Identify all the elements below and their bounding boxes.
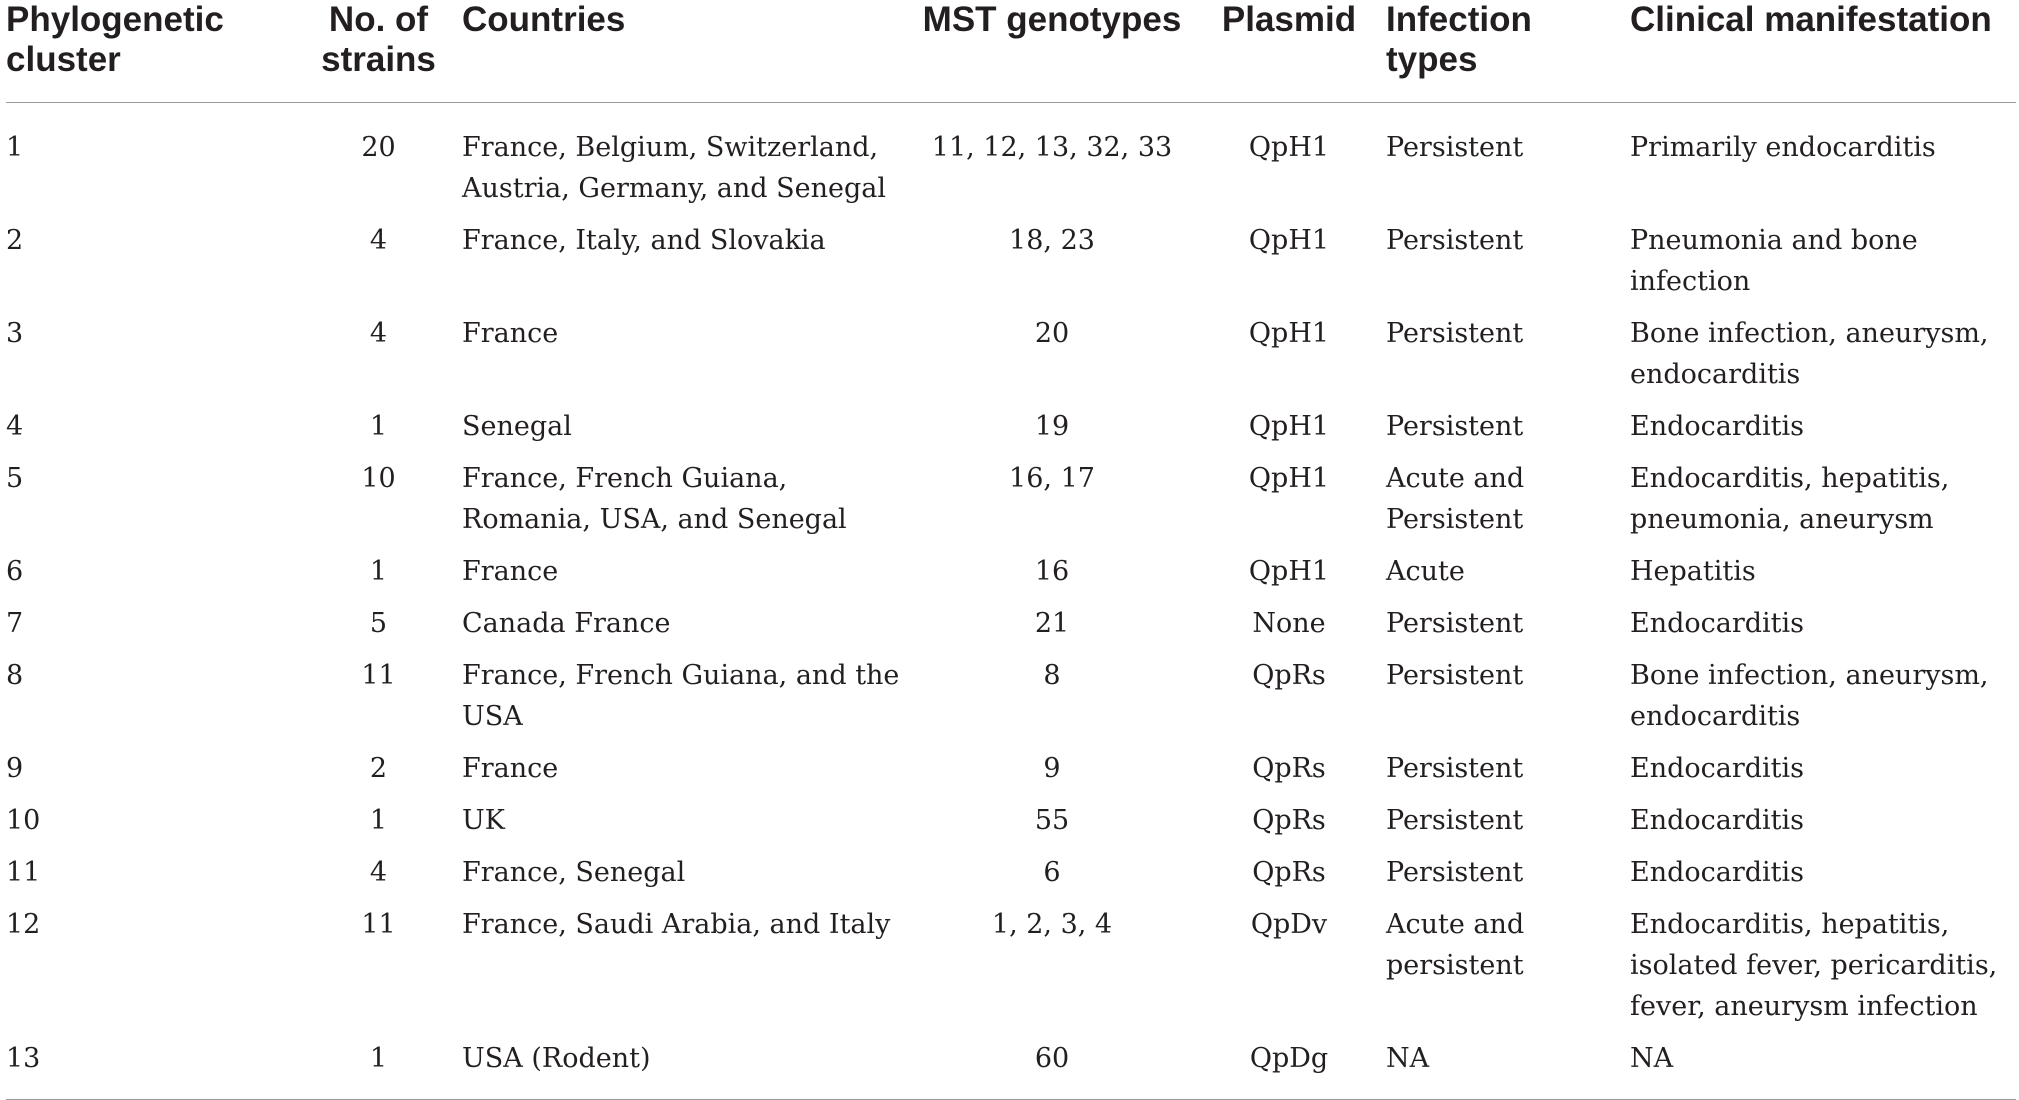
cell-cluster: 1 bbox=[6, 132, 24, 163]
header-infection-types bbox=[1386, 0, 1630, 103]
cell-clinical-manifestation: NA bbox=[1630, 1038, 2016, 1100]
cell-mst-genotypes: 18, 23 bbox=[1009, 225, 1095, 256]
cell-countries: Canada France bbox=[462, 608, 671, 639]
cell-cluster: 9 bbox=[6, 753, 24, 784]
cell-mst-genotypes: 20 bbox=[1034, 318, 1070, 349]
table-row bbox=[6, 748, 2016, 800]
table-row bbox=[6, 904, 2016, 1038]
cell-infection-type: Persistent bbox=[1386, 318, 1524, 349]
cell-countries: France, Saudi Arabia, and Italy bbox=[462, 909, 891, 940]
cell-cluster: 5 bbox=[6, 463, 24, 494]
cell-infection-type: Persistent bbox=[1386, 225, 1524, 256]
cell-countries: France, Senegal bbox=[462, 857, 686, 888]
cell-strains: 11 bbox=[361, 909, 396, 940]
header-label: Phylogenetic cluster bbox=[6, 0, 224, 79]
cell-infection-type: Acute and Persistent bbox=[1386, 463, 1525, 535]
cell-strains: 2 bbox=[369, 753, 388, 784]
cell-infection-type: Persistent bbox=[1386, 753, 1524, 784]
table-row bbox=[6, 103, 2016, 221]
cell-infection-type: Acute bbox=[1386, 556, 1465, 587]
cell-strains: 1 bbox=[369, 411, 388, 442]
cell-infection-type: Acute and persistent bbox=[1386, 909, 1525, 981]
table-row bbox=[6, 313, 2016, 406]
cell-countries: France bbox=[462, 556, 559, 587]
cell-cluster: 13 bbox=[6, 1038, 295, 1100]
cell-clinical-manifestation: Endocarditis, hepatitis, isolated fever, pericarditis, fever, aneurysm infection bbox=[1630, 909, 1998, 1022]
cell-strains: 11 bbox=[361, 660, 396, 691]
table-row bbox=[6, 458, 2016, 551]
cell-mst-genotypes: 55 bbox=[1034, 805, 1070, 836]
cell-clinical-manifestation: Bone infection, aneurysm, endocarditis bbox=[1630, 660, 1989, 732]
cell-plasmid: QpRs bbox=[1252, 753, 1326, 784]
cell-plasmid: QpDg bbox=[1192, 1038, 1386, 1100]
cell-clinical-manifestation: Endocarditis bbox=[1630, 857, 1805, 888]
table-container bbox=[6, 0, 2016, 1100]
cell-plasmid: QpH1 bbox=[1248, 463, 1330, 494]
cell-cluster: 4 bbox=[6, 411, 24, 442]
cell-cluster: 2 bbox=[6, 225, 24, 256]
header-label: Infection types bbox=[1386, 0, 1532, 79]
cell-clinical-manifestation: Primarily endocarditis bbox=[1630, 132, 1936, 163]
cell-countries: France, Italy, and Slovakia bbox=[462, 225, 826, 256]
cell-plasmid: QpRs bbox=[1252, 805, 1326, 836]
cell-clinical-manifestation: Endocarditis bbox=[1630, 608, 1805, 639]
header-plasmid bbox=[1192, 0, 1386, 103]
cell-infection-type: Persistent bbox=[1386, 608, 1524, 639]
cell-mst-genotypes: 21 bbox=[1034, 608, 1070, 639]
cell-strains: 4 bbox=[369, 857, 388, 888]
cell-strains: 1 bbox=[295, 1038, 462, 1100]
cell-strains: 10 bbox=[361, 463, 396, 494]
cell-cluster: 6 bbox=[6, 556, 24, 587]
cell-clinical-manifestation: Endocarditis, hepatitis, pneumonia, aneurysm bbox=[1630, 463, 1950, 535]
cell-clinical-manifestation: Endocarditis bbox=[1630, 753, 1805, 784]
header-label: Plasmid bbox=[1221, 0, 1357, 39]
cell-plasmid: QpH1 bbox=[1248, 225, 1330, 256]
table-row bbox=[6, 603, 2016, 655]
cell-countries: USA (Rodent) bbox=[462, 1038, 912, 1100]
cell-mst-genotypes: 6 bbox=[1043, 857, 1061, 888]
header-countries bbox=[462, 0, 912, 103]
phylogenetic-cluster-table bbox=[6, 0, 2016, 1100]
cell-cluster: 10 bbox=[6, 805, 41, 836]
cell-infection-type: Persistent bbox=[1386, 857, 1524, 888]
cell-plasmid: QpDv bbox=[1250, 909, 1328, 940]
cell-clinical-manifestation: Pneumonia and bone infection bbox=[1630, 225, 1918, 297]
header-clinical-manifestation bbox=[1630, 0, 2016, 103]
cell-countries: France, French Guiana, Romania, USA, and Senegal bbox=[462, 463, 847, 535]
cell-countries: France bbox=[462, 753, 559, 784]
cell-cluster: 11 bbox=[6, 857, 41, 888]
table-header bbox=[6, 0, 2016, 103]
header-label: MST genotypes bbox=[922, 0, 1182, 39]
cell-clinical-manifestation: Hepatitis bbox=[1630, 556, 1756, 587]
header-label: Clinical manifestation bbox=[1630, 0, 1992, 39]
table-row bbox=[6, 551, 2016, 603]
cell-mst-genotypes: 16 bbox=[1034, 556, 1070, 587]
cell-strains: 1 bbox=[369, 556, 388, 587]
cell-countries: France, Belgium, Switzerland, Austria, Germany, and Senegal bbox=[462, 132, 886, 204]
cell-mst-genotypes: 8 bbox=[1043, 660, 1061, 691]
cell-countries: UK bbox=[462, 805, 505, 836]
cell-mst-genotypes: 9 bbox=[1043, 753, 1061, 784]
cell-plasmid: QpH1 bbox=[1248, 411, 1330, 442]
table-row bbox=[6, 655, 2016, 748]
cell-cluster: 12 bbox=[6, 909, 41, 940]
cell-strains: 20 bbox=[361, 132, 396, 163]
cell-plasmid: QpH1 bbox=[1248, 318, 1330, 349]
table-row bbox=[6, 852, 2016, 904]
cell-strains: 4 bbox=[369, 318, 388, 349]
cell-plasmid: QpRs bbox=[1252, 660, 1326, 691]
cell-cluster: 3 bbox=[6, 318, 24, 349]
header-label: No. of strains bbox=[321, 0, 436, 79]
cell-infection-type: Persistent bbox=[1386, 411, 1524, 442]
header-no-of-strains bbox=[295, 0, 462, 103]
table-row bbox=[6, 800, 2016, 852]
cell-clinical-manifestation: Endocarditis bbox=[1630, 411, 1805, 442]
cell-mst-genotypes: 19 bbox=[1034, 411, 1070, 442]
cell-plasmid: QpH1 bbox=[1248, 132, 1330, 163]
header-phylogenetic-cluster bbox=[6, 0, 295, 103]
header-mst-genotypes bbox=[912, 0, 1192, 103]
cell-countries: France, French Guiana, and the USA bbox=[462, 660, 900, 732]
cell-plasmid: QpRs bbox=[1252, 857, 1326, 888]
cell-cluster: 8 bbox=[6, 660, 24, 691]
cell-mst-genotypes: 16, 17 bbox=[1009, 463, 1095, 494]
table-row bbox=[6, 220, 2016, 313]
cell-countries: France bbox=[462, 318, 559, 349]
header-row bbox=[6, 0, 2016, 103]
cell-clinical-manifestation: Endocarditis bbox=[1630, 805, 1805, 836]
cell-strains: 4 bbox=[369, 225, 388, 256]
cell-countries: Senegal bbox=[462, 411, 572, 442]
cell-plasmid: QpH1 bbox=[1248, 556, 1330, 587]
cell-infection-type: Persistent bbox=[1386, 132, 1524, 163]
table-row bbox=[6, 406, 2016, 458]
cell-infection-type: Persistent bbox=[1386, 660, 1524, 691]
cell-plasmid: None bbox=[1252, 608, 1326, 639]
table-body bbox=[6, 103, 2016, 1100]
header-label: Countries bbox=[462, 0, 626, 39]
cell-mst-genotypes: 1, 2, 3, 4 bbox=[991, 909, 1113, 940]
cell-clinical-manifestation: Bone infection, aneurysm, endocarditis bbox=[1630, 318, 1989, 390]
cell-strains: 5 bbox=[369, 608, 388, 639]
table-row bbox=[6, 1038, 2016, 1100]
cell-mst-genotypes: 11, 12, 13, 32, 33 bbox=[931, 132, 1173, 163]
cell-cluster: 7 bbox=[6, 608, 24, 639]
cell-infection-type: NA bbox=[1386, 1038, 1630, 1100]
cell-infection-type: Persistent bbox=[1386, 805, 1524, 836]
cell-strains: 1 bbox=[369, 805, 388, 836]
cell-mst-genotypes: 60 bbox=[912, 1038, 1192, 1100]
